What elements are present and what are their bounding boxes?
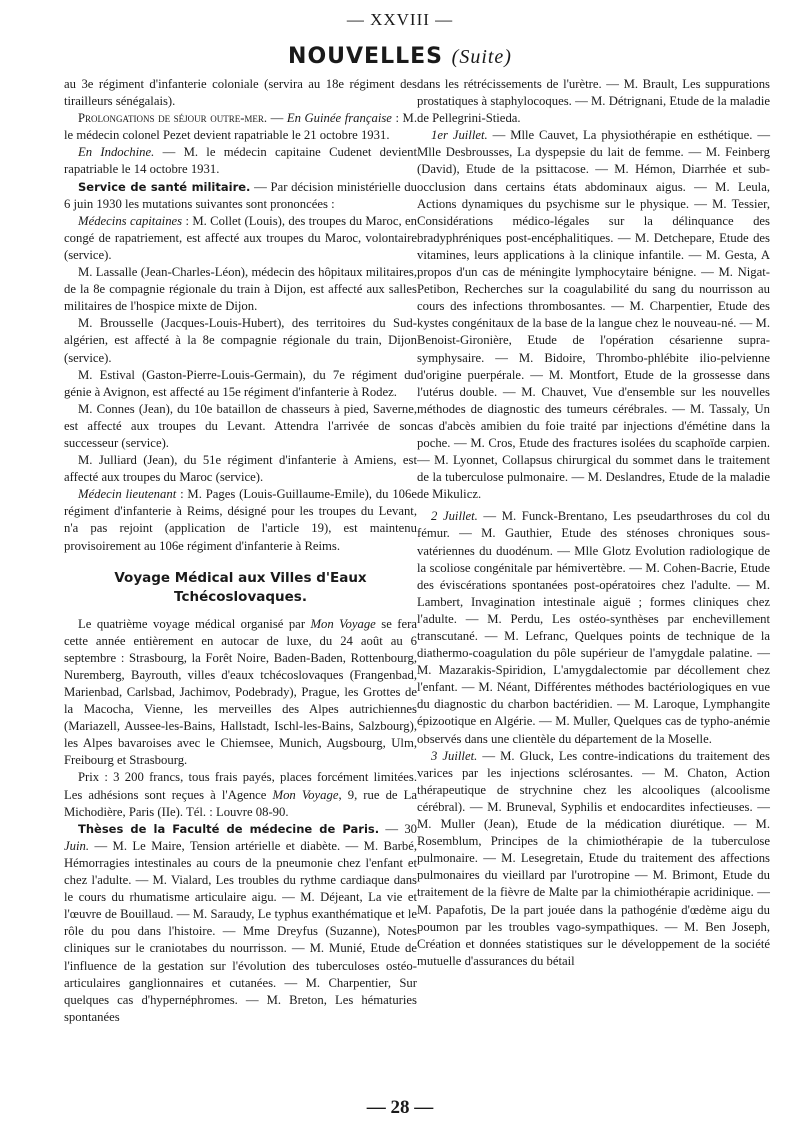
paragraph: dans les rétrécissements de l'urètre. — M. Brault, Les suppurations prostatiques à staphylocoques. — M. Détrignani, Etude de la maladie de Pellegrini-Stieda. — [417, 77, 770, 126]
italic-text: Mon Voyage — [272, 787, 339, 802]
page-title — [0, 44, 800, 69]
paragraph — [64, 110, 417, 144]
italic-text: En Guinée française — [286, 111, 392, 126]
text: Prix : 3 200 francs, tous frais payés, places forcément limitées. Les adhésions sont reçues à l'Agence — [64, 770, 417, 802]
text: — M. Funck-Brentano, Les pseudarthroses du col du fémur. — M. Gauthier, Etude des sténoses chroniques sous-vatériennes du duodénum. — Mlle Glotz Evolution radiologique de la scoliose congénitale par hémivertèbre. — M. Cohen-Bacrie, Etude des éviscérations spontanées post-opératoires chez l'adulte. — M. Lambert, Invagination intestinale aiguë ; formes cliniques chez l'adulte. — M. Perdu, Les ostéo-synthèses par enchevillement transcutané. — M. Lefranc, Quelques points de technique de la diathermo-coagulation du pôle supérieur de l'amygdale palatine. — M. Mazarakis-Spiridion, L'amygdalectomie par décollement chez l'enfant. — M. Néant, Différentes méthodes bactériologiques en vue du diagnostic du charbon bactéridien. — M. Laroque, Lymphangite épizootique en Algérie. — M. Muller, Quelques cas de typho-anémie observés dans une clientèle du département de la Moselle. — [417, 509, 770, 746]
text: — M. Le Maire, Tension artérielle et diabète. — M. Barbé, Hémorragies intestinales au cours de la pneumonie chez l'enfant et chez l'adulte. — M. Vialard, Les troubles du rythme cardiaque dans le cours du rhumatisme articulaire aigu. — M. Déjeant, La vie et l'œuvre de Bouillaud. — M. Saraudy, Le typhus exanthématique et le rôle du pou dans l'histoire. — Mme Dreyfus (Suzanne), Notes cliniques sur le craniotabes du nourrisson. — M. Munié, Etude de l'influence de la gestation sur l'évolution des tuberculoses ostéo-articulaires ganglionnaires et cutanées. — M. Charpentier, Sur quelques cas d'hypernéphromes. — M. Breton, Les hématuries spontanées — [64, 838, 417, 1024]
text: : M. Pages (Louis-Guillaume-Emile), du 106e régiment d'infanterie à Reims, désigné pour les troupes du Levant, n'a pas rejoint (application de l'article 19), est maintenu provisoirement au 106e régiment d'infanterie à Reims. — [64, 487, 417, 553]
page-number: — 28 — — [366, 1097, 434, 1118]
paragraph — [417, 127, 770, 503]
paragraph — [417, 748, 770, 970]
run-in-heading: Thèses de la Faculté de médecine de Paris. — [78, 821, 380, 836]
date: 2 Juillet. — [431, 509, 478, 524]
text: — Par décision ministérielle du 6 juin 1930 les mutations suivantes sont prononcées : — [64, 179, 417, 211]
run-in-heading: Prolongations de séjour outre-mer. — [78, 111, 268, 126]
section-title — [64, 569, 417, 607]
paragraph: M. Estival (Gaston-Pierre-Louis-Germain), du 7e régiment du génie à Avignon, est affecté au 15e régiment d'infanterie à Rodez. — [64, 367, 417, 399]
paragraph: au 3e régiment d'infanterie coloniale (servira au 18e régiment des tirailleurs sénégalais). — [64, 77, 417, 109]
date: 3 Juillet. — [431, 748, 478, 763]
text: — M. Gluck, Les contre-indications du traitement des varices par les injections sclérosantes. — M. Chaton, Action thérapeutique de strychnine chez les alcooliques (alcoolisme cérébral). — M. Bruneval, Syphilis et endocardites infectieuses. — M. Muller (Jean), Etude de la médication diurétique. — M. Rosemblum, Principes de la chimiothérapie de la tuberculose pulmonaire. — M. Lesegretain, Etude du traitement des affections pulmonaires du vieillard par l'urotropine — M. Brimont, Etude du traitement de la fièvre de Malte par la chimiothérapie acridinique. — M. Papafotis, De la part jouée dans la pathogénie d'œdème aigu du poumon par les troubles vago-sympathiques. — M. Ben Joseph, Création et données statistiques sur le développement de la société mutuelle d'assurances du bétail — [417, 748, 770, 968]
title-text: NOUVELLES — [288, 44, 443, 69]
paragraph — [64, 213, 417, 264]
text: — M. le médecin capitaine Cudenet devient rapatriable le 14 octobre 1931. — [64, 145, 418, 177]
left-column — [64, 76, 417, 1026]
page-roman-numeral: — XXVIII — — [346, 10, 454, 29]
paragraph — [64, 179, 417, 213]
run-in-heading: Service de santé militaire. — [78, 179, 251, 194]
italic-text: Médecin lieutenant — [78, 487, 177, 502]
text: se fera cette année entièrement en autocar de luxe, du 24 août au 6 septembre : Strasbourg, la Forêt Noire, Baden-Baden, Rottenbourg, Nuremberg, Bayrouth, villes d'eaux tchécoslovaques (Frangenbad, Marienbad, Carlsbad, Jachimov, Podebrady), Prague, les Grottes de la Macocha, Vienne, les merveilles des Alpes autrichiennes (Mariazell, Aussee-les-Bains, Hallstadt, Ischl-les-Bains, Salzbourg), les Alpes bavaroises avec le Chiemsee, Munich, Augsbourg, Ulm, Freibourg et Strasbourg. — [64, 616, 417, 768]
section-title-line: Tchécoslovaques. — [174, 588, 307, 605]
section-title-line: Voyage Médical aux Villes d'Eaux — [114, 569, 367, 586]
right-column — [417, 76, 770, 970]
text: : M. le médecin colonel Pezet devient rapatriable le 21 octobre 1931. — [64, 111, 417, 143]
text: Le quatrième voyage médical organisé par — [78, 616, 311, 631]
text: — 30 — [379, 821, 418, 836]
paragraph: M. Brousselle (Jacques-Louis-Hubert), des territoires du Sud-algérien, est affecté à la 8e compagnie régionale du train, Dijon (service). — [64, 316, 417, 365]
italic-text: Mon Voyage — [310, 616, 376, 631]
paragraph — [64, 144, 417, 178]
text: — Mlle Cauvet, La physiothérapie en esthétique. — Mlle Desbrousses, La dyspepsie du lait de femme. — M. Feinberg (David), Etude de la psittacose. — M. Hémon, Diarrhée et sub-occlusion dans certains états abdominaux aigus. — M. Leula, Actions dynamiques du psychisme sur le physique. — M. Tessier, Considérations médico-légales sur la délinquance des bradyphréniques post-encéphalitiques. — M. Detchepare, Etude des vitamines, leurs applications à la clinique infantile. — M. Gesta, A propos d'un cas de méningite lymphocytaire bénigne. — M. Nigat-Petibon, Recherches sur la coagulabilité du sang du nourrisson au cours des infections thrombosantes. — M. Charpentier, Etude des kystes congénitaux de la base de la langue chez le nouveau-né. — M. Benoist-Gironière, Etude de l'opération césarienne supra-symphysaire. — M. Bidoire, Thrombo-phlébite ilio-pelvienne d'origine puerpérale. — M. Montfort, Etude de la grossesse dans l'utérus double. — M. Chauvet, Vue d'ensemble sur les nouvelles méthodes de diagnostic des tumeurs cérébrales. — M. Tassaly, Un cas d'abcès amibien du foie traité par injections d'émétine dans la poche. — M. Cros, Etude des fractures isolées du scaphoïde carpien. — M. Lyonnet, Collapsus chirurgical du sommet dans le traitement de la tuberculose pulmonaire. — M. Deslandres, Etude de la maladie de Mikulicz. — [417, 128, 771, 502]
italic-text: En Indochine. — [78, 145, 155, 160]
paragraph: M. Julliard (Jean), du 51e régiment d'infanterie à Amiens, est affecté aux troupes du Maroc (service). — [64, 453, 417, 485]
italic-text: Médecins capitaines — [78, 213, 183, 228]
paragraph — [64, 821, 417, 1026]
italic-text: Juin. — [64, 838, 90, 853]
text: , 9, rue de La Michodière, Paris (IIe). Tél. : Louvre 08-90. — [64, 787, 418, 819]
text: — — [267, 111, 287, 126]
paragraph: M. Connes (Jean), du 10e bataillon de chasseurs à pied, Saverne, est affecté aux troupes du Levant. Attendra l'arrivée de son successeur (service). — [64, 401, 417, 450]
paragraph — [64, 486, 417, 554]
paragraph: M. Lassalle (Jean-Charles-Léon), médecin des hôpitaux militaires, de la 8e compagnie régionale du train à Dijon, est affecté aux salles militaires de l'hospice mixte de Dijon. — [64, 265, 417, 314]
text: : M. Collet (Louis), des troupes du Maroc, en congé de rapatriement, est affecté aux troupes du Maroc, volontaire (service). — [64, 213, 417, 262]
paragraph — [64, 616, 417, 770]
paragraph — [417, 508, 770, 747]
title-suffix: (Suite) — [451, 46, 512, 68]
paragraph — [64, 769, 417, 820]
date: 1er Juillet. — [431, 128, 488, 143]
